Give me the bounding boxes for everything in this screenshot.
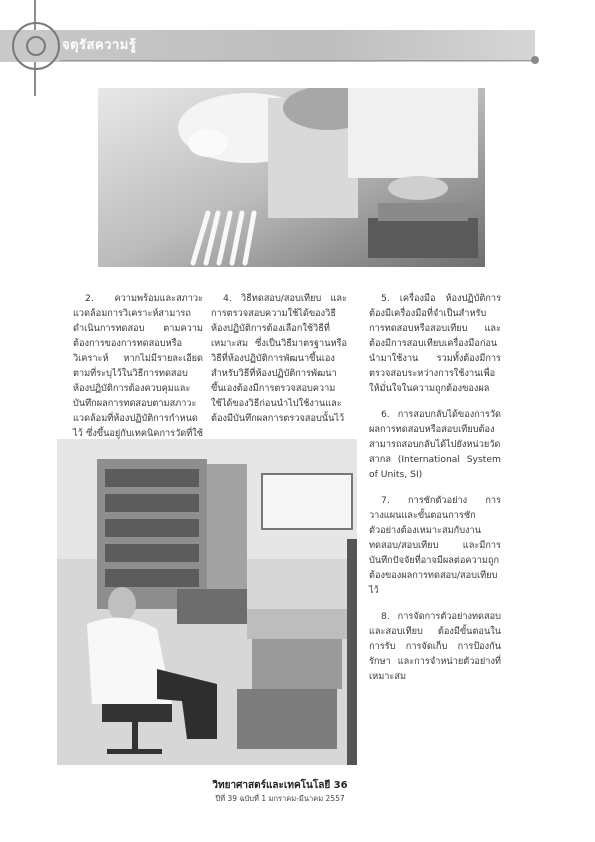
issue-line: ปีที่ 39 ฉบับที่ 1 มกราคม-มีนาคม 2557 <box>215 794 345 803</box>
paragraph-4: 4. วิธีทดสอบ/สอบเทียบ และการตรวจสอบความใช้ได้ของวิธี ห้องปฏิบัติการต้องเลือกใช้วิธีที่เหมาะสม ซึ่งเป็นวิธีมาตรฐานหรือวิธีที่ห้องปฏิบัติการพัฒนาขึ้นเอง สำหรับวิธีที่ห้องปฏิบัติการพัฒนาขึ้นเองต้องมีการตรวจสอบความใช้ได้ของวิธีก่อนนำไปใช้งานและต้องมีบันทึกผลการตรวจสอบนั้นไว้ <box>211 293 347 424</box>
laboratory-photo-top <box>98 88 485 267</box>
laboratory-photo-bottom <box>57 439 357 765</box>
header-divider <box>60 60 538 61</box>
text-column-3 <box>369 291 501 695</box>
paragraph-6: 6. การสอบกลับได้ของการวัด ผลการทดสอบหรือสอบเทียบต้องสามารถสอบกลับได้ไปยังหน่วยวัดสากล (International System of Units, SI) <box>369 409 501 480</box>
paragraph-7: 7. การชักตัวอย่าง การวางแผนและขั้นตอนการชักตัวอย่างต้องเหมาะสมกับงานทดสอบ/สอบเทียบ และมีการบันทึกปัจจัยที่อาจมีผลต่อความถูกต้องของผลการทดสอบ/สอบเทียบไว้ <box>369 495 501 596</box>
header-dot-icon <box>531 56 539 64</box>
section-title: จตุรัสความรู้ <box>62 38 137 53</box>
journal-name: วิทยาศาสตร์และเทคโนโลยี 36 <box>212 780 348 791</box>
circle-logo-icon <box>12 22 60 70</box>
paragraph-8: 8. การจัดการตัวอย่างทดสอบและสอบเทียบ ต้องมีขั้นตอนในการรับ การจัดเก็บ การป้องกันรักษา และการจำหน่ายตัวอย่างที่เหมาะสม <box>369 611 501 682</box>
text-column-2 <box>211 291 347 437</box>
paragraph-5: 5. เครื่องมือ ห้องปฏิบัติการต้องมีเครื่องมือที่จำเป็นสำหรับการทดสอบหรือสอบเทียบ และต้องมีการสอบเทียบเครื่องมือก่อนนำมาใช้งาน รวมทั้งต้องมีการตรวจสอบระหว่างการใช้งานเพื่อให้มั่นใจในความถูกต้องของผล <box>369 293 501 394</box>
paragraph-2: 2. ความพร้อมและสภาวะแวดล้อมการวิเคราะห์สามารถดำเนินการทดสอบ ตามความต้องการของการทดสอบหรือวิเคราะห์ หากไม่มีรายละเอียดตามที่ระบุไว้ในวิธีการทดสอบ ห้องปฏิบัติการต้องควบคุมและบันทึกผลการทดสอบตามสภาวะแวดล้อมที่ห้องปฏิบัติการกำหนดไว้ ซึ่งขึ้นอยู่กับเทคนิคการวัดที่ใช้ <box>73 293 203 439</box>
